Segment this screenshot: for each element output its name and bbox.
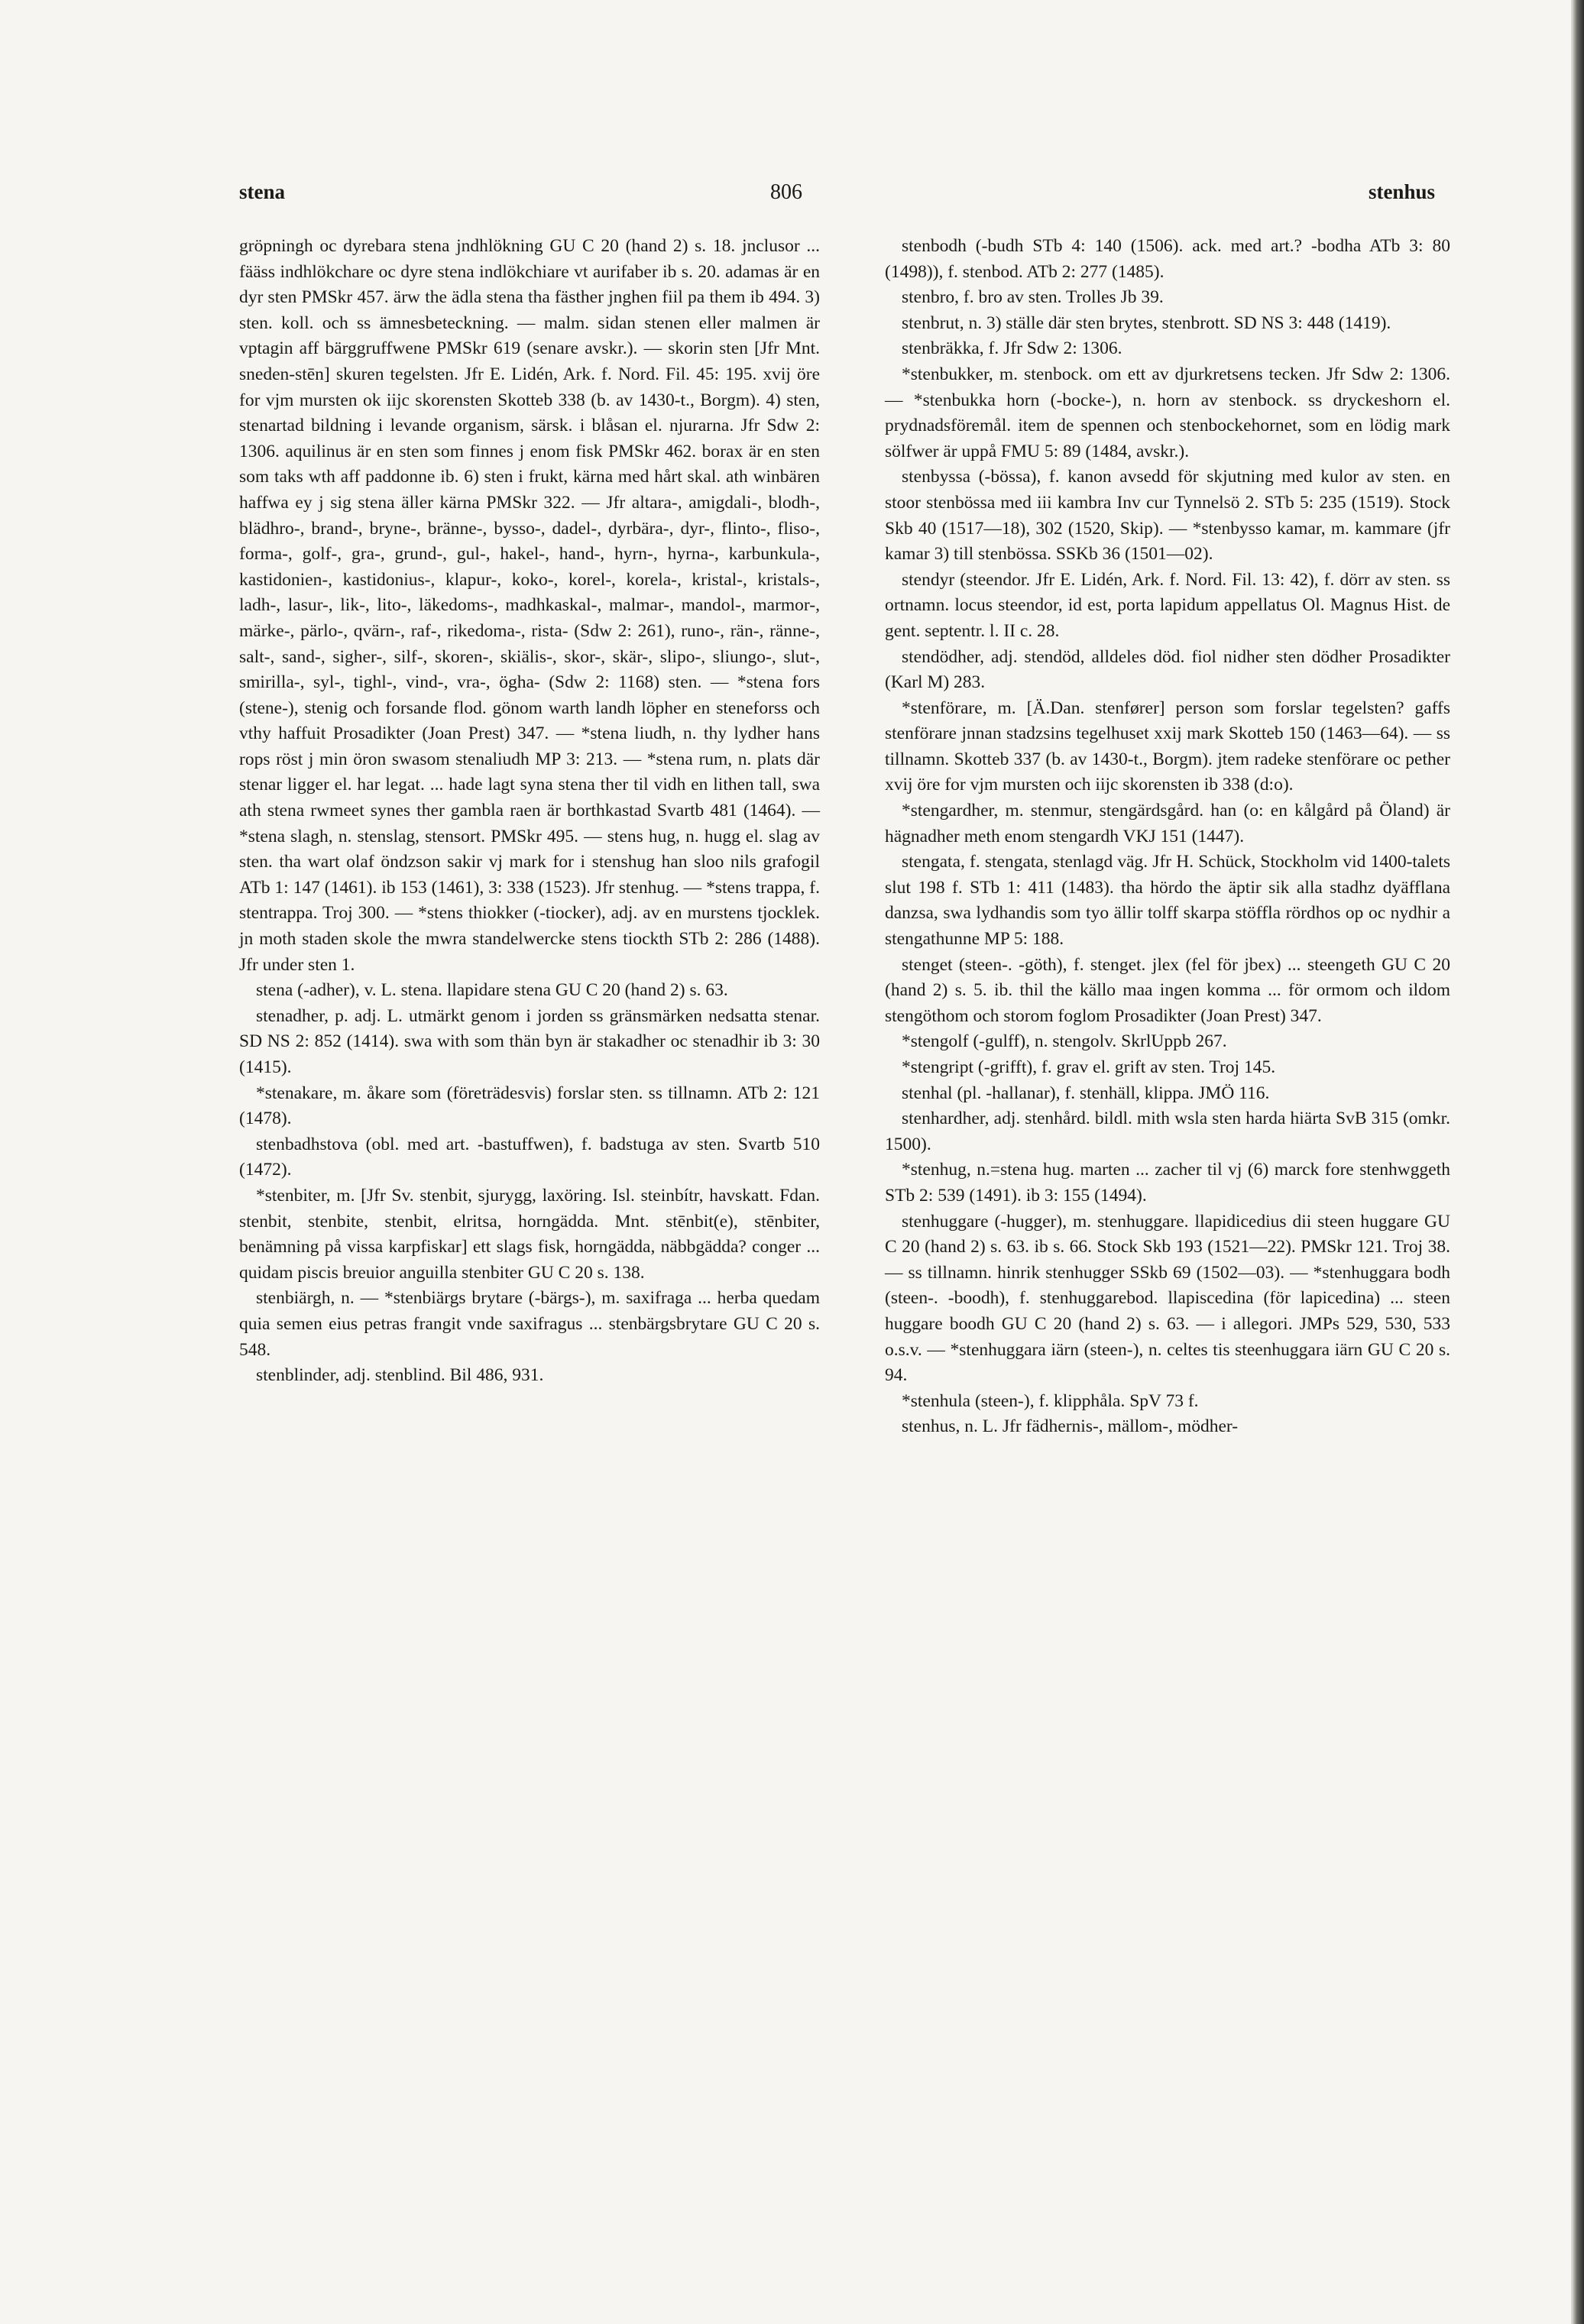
left-column [239,234,820,1389]
entry-paragraph: *stengolf (-gulff), n. stengolv. SkrlUppb 267. [902,1031,1227,1052]
entry-paragraph: stenbyssa (-bössa), f. kanon avsedd för skjutning med kulor av sten. en stoor stenbössa med iii kambra Inv cur Tynnelsö 2. STb 5: 235 (1519). Stock Skb 40 (1517—18), 302 (1520, Skip). — *stenbysso kamar, m. kammare (jfr kamar 3) till stenbössa. SSKb 36 (1501—02). [885,467,1450,565]
header-left-word: stena [239,180,285,203]
entry-paragraph: stengata, f. stengata, stenlagd väg. Jfr H. Schück, Stockholm vid 1400-talets slut 198 f. STb 1: 411 (1483). tha hördo the äptir sik alla stadhz dyäfflana danzsa, swa lydhandis som tyo ällir tolff skarpa stöffla rördhos op oc nydhir a stengathunne MP 5: 188. [885,852,1450,950]
entry-paragraph: *stenbukker, m. stenbock. om ett av djurkretsens tecken. Jfr Sdw 2: 1306. — *stenbukka horn (-bocke-), n. horn av stenbock. ss dryckeshorn el. prydnadsföremål. item de spennen och stenbockehornet, som en lödig mark sölfwer är uppå FMU 5: 89 (1484, avskr.). [885,364,1450,461]
entry-paragraph: stenget (steen-. -göth), f. stenget. jlex (fel för jbex) ... steengeth GU C 20 (hand 2) s. 5. ib. thil the källo maa ingen komma ... för ormom och ildom stengöthom och storom foglom Prosadikter (Joan Prest) 347. [885,954,1450,1026]
entry-paragraph: *stenhug, n.=stena hug. marten ... zacher til vj (6) marck fore stenhwggeth STb 2: 539 (1491). ib 3: 155 (1494). [885,1160,1450,1206]
right-column [885,234,1450,1440]
entry-paragraph: gröpningh oc dyrebara stena jndhlökning GU C 20 (hand 2) s. 18. jnclusor ... fääss indhlökchare oc dyre stena indlökchiare vt aurifaber ib s. 20. adamas är en dyr sten PMSkr 457. ärw the ädla stena tha fästher jnghen fiil pa them ib 494. 3) sten. koll. och ss ämnesbeteckning. — malm. sidan stenen eller malmen är vptagin aff bärggruffwene PMSkr 619 (senare avskr.). — skorin sten [Jfr Mnt. sneden-stēn] skuren tegelsten. Jfr E. Lidén, Ark. f. Nord. Fil. 45: 195. xvij öre for vjm mursten ok iijc skorensten Skotteb 338 (b. av 1430-t., Borgm). 4) sten, stenartad bildning i levande organism, särsk. i blåsan el. njurarna. Jfr Sdw 2: 1306. aquilinus är en sten som finnes j enom fisk PMSkr 462. borax är en sten som taks wth aff paddonne ib. 6) sten i frukt, kärna med hårt skal. ath winbären haffwa ey j sig stena äller kärna PMSkr 322. — Jfr altara-, amigdali-, blodh-, blädhro-, brand-, bryne-, bränne-, bysso-, dadel-, dyrbära-, dyr-, flinto-, fliso-, forma-, golf-, gra-, grund-, gul-, hakel-, hand-, hyrn-, hyrna-, karbunkula-, kastidonien-, kastidonius-, klapur-, koko-, korel-, korela-, kristal-, kristals-, ladh-, lasur-, lik-, lito-, läkedoms-, madhkaskal-, malmar-, mandol-, marmor-, märke-, pärlo-, qvärn-, raf-, rikedoma-, rista- (Sdw 2: 261), runo-, rän-, ränne-, salt-, sand-, sigher-, silf-, skoren-, skiälis-, skor-, skär-, slipo-, sliungo-, slut-, smirilla-, syl-, tighl-, vind-, vra-, ögha- (Sdw 2: 1168) sten. — *stena fors (stene-), stenig och forsande flod. gönom warth landh löpher en steneforss och vthy haffuit Prosadikter (Joan Prest) 347. — *stena liudh, n. thy lydher hans rops röst j min öron swasom stenaliudh MP 3: 213. — *stena rum, n. plats där stenar ligger el. har legat. ... hade lagt syna stena ther til vidh en lithen tall, swa ath stena rwmeet synes ther gambla raen är borthkastad Svartb 481 (1464). — *stena slagh, n. stenslag, stensort. PMSkr 495. — stens hug, n. hugg el. slag av sten. tha wart olaf öndzson sakir vj mark for i stenshug han sloo nils grafogil ATb 1: 147 (1461). ib 153 (1461), 3: 338 (1523). Jfr stenhug. — *stens trappa, f. stentrappa. Troj 300. — *stens thiokker (-tiocker), adj. av en murstens tjocklek. jn moth staden skole the mwra standelwercke stens tiockth STb 2: 286 (1488). Jfr under sten 1. [239,236,820,975]
entry-paragraph: *stenbiter, m. [Jfr Sv. stenbit, sjurygg, laxöring. Isl. steinbítr, havskatt. Fdan. stenbit, stenbite, stenbit, elritsa, horngädda. Mnt. stēnbit(e), stēnbiter, benämning på vissa karpfiskar] ett slags fisk, horngädda, näbbgädda? conger ... quidam piscis breuior anguilla stenbiter GU C 20 s. 138. [239,1185,820,1283]
entry-paragraph: stenhuggare (-hugger), m. stenhuggare. llapidicedius dii steen huggare GU C 20 (hand 2) s. 63. ib s. 66. Stock Skb 193 (1521—22). PMSkr 121. Troj 38. — ss tillnamn. hinrik stenhugger SSkb 69 (1502—03). — *stenhuggara bodh (steen-. -boodh), f. stenhuggarebod. llapiscedina (för lapicedina) ... steen huggare boodh GU C 20 (hand 2) s. 63. — i allegori. JMPs 529, 530, 533 o.s.v. — *stenhuggara iärn (steen-), n. celtes tis steenhuggara iärn GU C 20 s. 94. [885,1211,1450,1386]
entry-paragraph: stenadher, p. adj. L. utmärkt genom i jorden ss gränsmärken nedsatta stenar. SD NS 2: 852 (1414). swa with som thän byn är stakadher oc stenadhir ib 3: 30 (1415). [239,1005,820,1077]
entry-paragraph: stenbodh (-budh STb 4: 140 (1506). ack. med art.? -bodha ATb 3: 80 (1498)), f. stenbod. ATb 2: 277 (1485). [885,236,1450,282]
entry-paragraph: stenblinder, adj. stenblind. Bil 486, 931. [256,1365,544,1386]
entry-paragraph: stenbiärgh, n. — *stenbiärgs brytare (-bärgs-), m. saxifraga ... herba quedam quia semen eius petras frangit vnde saxifragus ... stenbärgsbrytare GU C 20 s. 548. [239,1288,820,1360]
entry-paragraph: stenbadhstova (obl. med art. -bastuffwen), f. badstuga av sten. Svartb 510 (1472). [239,1134,820,1180]
entry-paragraph: stenbräkka, f. Jfr Sdw 2: 1306. [902,338,1122,359]
page-number: 806 [770,180,802,204]
header-right-word: stenhus [1368,180,1435,203]
entry-paragraph: *stengript (-grifft), f. grav el. grift av sten. Troj 145. [902,1057,1276,1077]
entry-paragraph: *stenakare, m. åkare som (företrädesvis) forslar sten. ss tillnamn. ATb 2: 121 (1478). [239,1083,820,1129]
entry-paragraph: stendödher, adj. stendöd, alldeles död. fiol nidher sten dödher Prosadikter (Karl M) 283. [885,646,1450,693]
entry-paragraph: stena (-adher), v. L. stena. llapidare stena GU C 20 (hand 2) s. 63. [256,980,728,1001]
entry-paragraph: stenbro, f. bro av sten. Trolles Jb 39. [902,287,1164,308]
entry-paragraph: *stengardher, m. stenmur, stengärdsgård. han (o: en kålgård på Öland) är hägnadher meth enom stengardh VKJ 151 (1447). [885,801,1450,846]
entry-paragraph: *stenhula (steen-), f. klipphåla. SpV 73 f. [902,1390,1199,1411]
entry-paragraph: stenhus, n. L. Jfr fädhernis-, mällom-, mödher- [902,1416,1239,1437]
entry-paragraph: *stenförare, m. [Ä.Dan. stenfører] person som forslar tegelsten? gaffs stenförare jnnan stadzsins tegelhuset xxij mark Skotteb 150 (1463—64). — ss tillnamn. Skotteb 337 (b. av 1430-t., Borgm). jtem radeke stenförare oc pether xvij öre for vjm mursten och iijc skorensten ib 338 (d:o). [885,698,1450,795]
entry-paragraph: stenhardher, adj. stenhård. bildl. mith wsla sten harda hiärta SvB 315 (omkr. 1500). [885,1109,1450,1154]
page-edge-shadow [1573,0,1584,2324]
entry-paragraph: stenhal (pl. -hallanar), f. stenhäll, klippa. JMÖ 116. [902,1083,1270,1103]
entry-paragraph: stendyr (steendor. Jfr E. Lidén, Ark. f. Nord. Fil. 13: 42), f. dörr av sten. ss ortnamn. locus steendor, id est, porta lapidum appellatus Ol. Magnus Hist. de gent. septentr. l. II c. 28. [885,569,1450,641]
entry-paragraph: stenbrut, n. 3) ställe där sten brytes, stenbrott. SD NS 3: 448 (1419). [902,312,1391,333]
